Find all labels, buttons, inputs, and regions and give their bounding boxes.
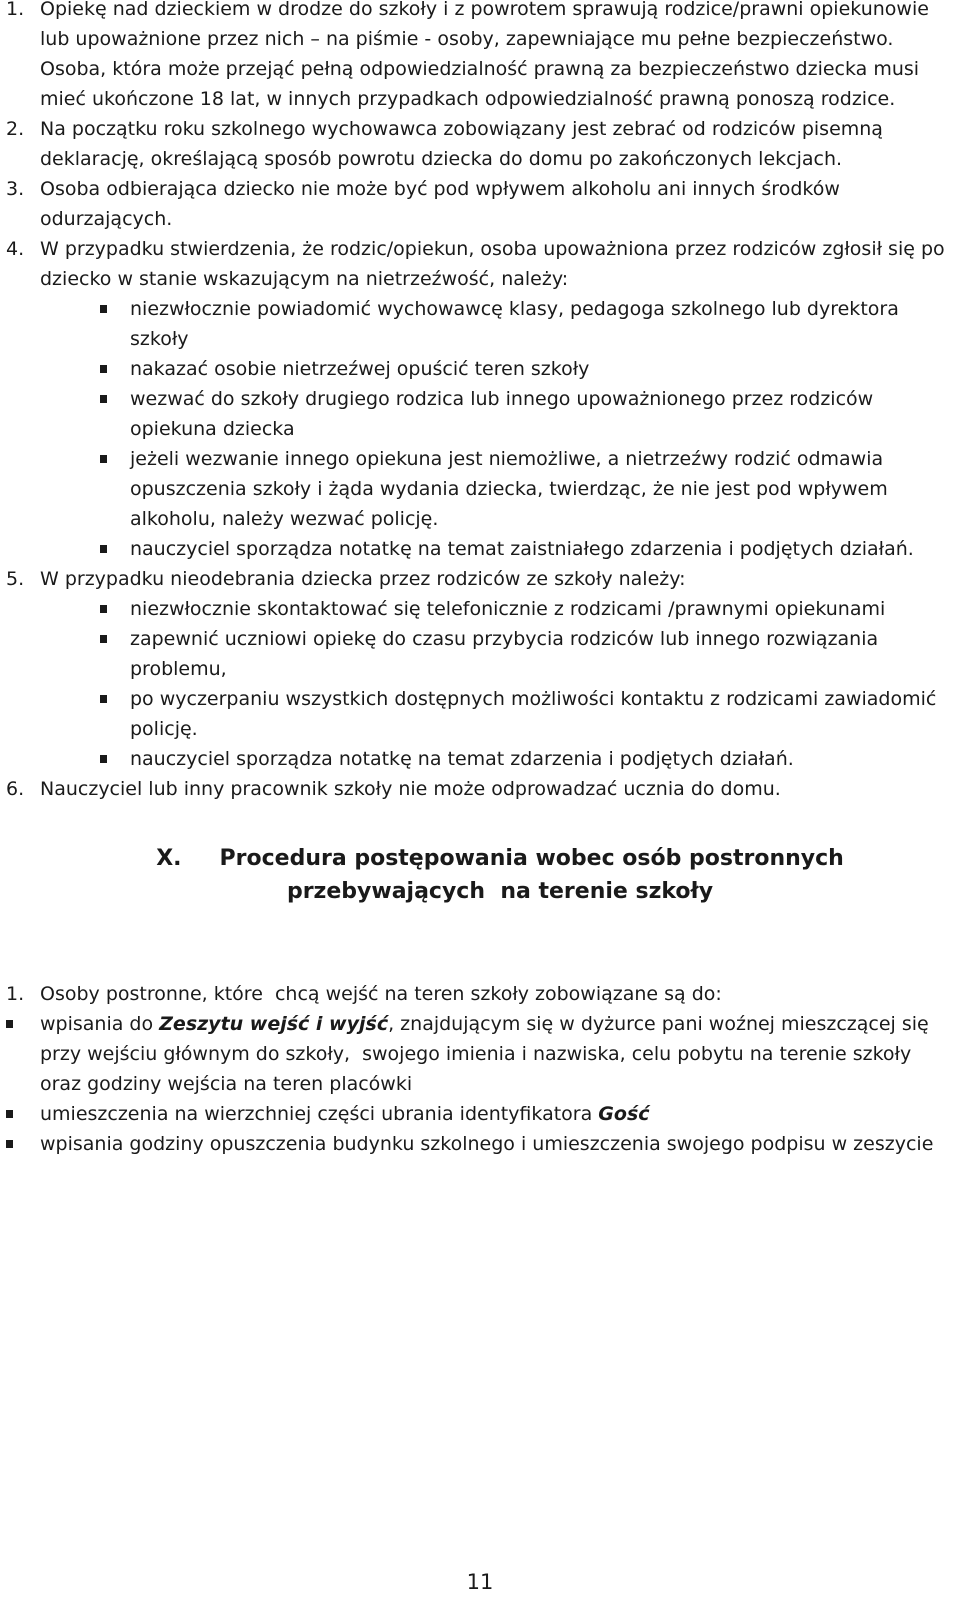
square-bullet-icon — [100, 635, 107, 643]
list-item-6 — [0, 774, 960, 804]
sub-bullet-item: zapewnić uczniowi opiekę do czasu przybycia rodziców lub innego rozwiązania problemu, — [130, 624, 960, 684]
square-bullet-icon — [100, 365, 107, 373]
item-text: W przypadku stwierdzenia, że rodzic/opiekun, osoba upoważniona przez rodziców zgłosił się po dziecko w stanie wskazującym na nietrzeźwość, należy: — [40, 238, 945, 290]
notebook-name: Zeszytu wejść i wyjść — [159, 1013, 389, 1035]
item-text: W przypadku nieodebrania dziecka przez rodziców ze szkoły należy: — [40, 568, 686, 590]
top-bullet-list — [0, 1009, 960, 1159]
list-item-2 — [0, 114, 960, 174]
item-number: 2. — [6, 118, 25, 140]
section-number: X. — [156, 846, 182, 871]
square-bullet-icon — [100, 545, 107, 553]
section-heading-line-1 — [40, 842, 960, 875]
badge-label: Gość — [598, 1103, 650, 1125]
top-bullet-item: wpisania godziny opuszczenia budynku szkolnego i umieszczenia swojego podpisu w zeszycie — [40, 1129, 960, 1159]
item-number: 5. — [6, 568, 25, 590]
section-heading — [0, 842, 960, 908]
top-bullet-item: wpisania do Zeszytu wejść i wyjść, znajdującym się w dyżurce pani woźnej mieszczącej się przy wejściu głównym do szkoły, swojego imienia i nazwiska, celu pobytu na terenie szkoły oraz godziny wejścia na teren placówki — [40, 1009, 960, 1099]
item-number: 1. — [6, 0, 25, 20]
square-bullet-icon — [100, 605, 107, 613]
list-item-1 — [0, 0, 960, 114]
item-text: Na początku roku szkolnego wychowawca zobowiązany jest zebrać od rodziców pisemną deklarację, określającą sposób powrotu dziecka do domu po zakończonych lekcjach. — [40, 118, 883, 170]
sub-bullet-item: niezwłocznie skontaktować się telefonicznie z rodzicami /prawnymi opiekunami — [130, 594, 960, 624]
sub-bullet-item: niezwłocznie powiadomić wychowawcę klasy, pedagoga szkolnego lub dyrektora szkoły — [130, 294, 960, 354]
top-bullet-item: umieszczenia na wierzchniej części ubrania identyfikatora Gość — [40, 1099, 960, 1129]
sub-bullet-item: jeżeli wezwanie innego opiekuna jest niemożliwe, a nietrzeźwy rodzić odmawia opuszczenia szkoły i żąda wydania dziecka, twierdząc, że nie jest pod wpływem alkoholu, należy wezwać policję. — [130, 444, 960, 534]
list-item-4 — [0, 234, 960, 294]
page-number: 11 — [466, 1570, 494, 1594]
item-text: Osoby postronne, które chcą wejść na teren szkoły zobowiązane są do: — [40, 983, 722, 1005]
sub-bullet-item: nauczyciel sporządza notatkę na temat zaistniałego zdarzenia i podjętych działań. — [130, 534, 960, 564]
square-bullet-icon — [100, 455, 107, 463]
intro-item — [0, 979, 960, 1009]
item-text: Osoba odbierająca dziecko nie może być pod wpływem alkoholu ani innych środków odurzających. — [40, 178, 840, 230]
list-item-5 — [0, 564, 960, 594]
section-x-body — [0, 979, 960, 1159]
item-number: 1. — [6, 983, 25, 1005]
sub-bullet-list — [0, 294, 960, 564]
square-bullet-icon — [6, 1140, 13, 1148]
item-number: 4. — [6, 238, 25, 260]
item-text: Opiekę nad dzieckiem w drodze do szkoły i z powrotem sprawują rodzice/prawni opiekunowie lub upoważnione przez nich – na piśmie - osoby, zapewniające mu pełne bezpieczeństwo. Osoba, która może przejąć pełną odpowiedzialność prawną za bezpieczeństwo dziecka musi mieć ukończone 18 lat, w innych przypadkach odpowiedzialność prawną ponoszą rodzice. — [40, 0, 929, 110]
sub-bullet-item: po wyczerpaniu wszystkich dostępnych możliwości kontaktu z rodzicami zawiadomić policję. — [130, 684, 960, 744]
item-text: Nauczyciel lub inny pracownik szkoły nie może odprowadzać ucznia do domu. — [40, 778, 781, 800]
sub-bullet-item: nakazać osobie nietrzeźwej opuścić teren szkoły — [130, 354, 960, 384]
square-bullet-icon — [100, 305, 107, 313]
square-bullet-icon — [100, 395, 107, 403]
item-number: 3. — [6, 178, 25, 200]
item-number: 6. — [6, 778, 25, 800]
sub-bullet-list — [0, 594, 960, 774]
sub-bullet-item: wezwać do szkoły drugiego rodzica lub innego upoważnionego przez rodziców opiekuna dziecka — [130, 384, 960, 444]
list-item-3 — [0, 174, 960, 234]
section-heading-line-2: przebywających na terenie szkoły — [286, 879, 714, 904]
square-bullet-icon — [6, 1020, 13, 1028]
section-title: Procedura postępowania wobec osób postronnych — [219, 846, 844, 871]
square-bullet-icon — [100, 755, 107, 763]
square-bullet-icon — [6, 1110, 13, 1118]
square-bullet-icon — [100, 695, 107, 703]
sub-bullet-item: nauczyciel sporządza notatkę na temat zdarzenia i podjętych działań. — [130, 744, 960, 774]
